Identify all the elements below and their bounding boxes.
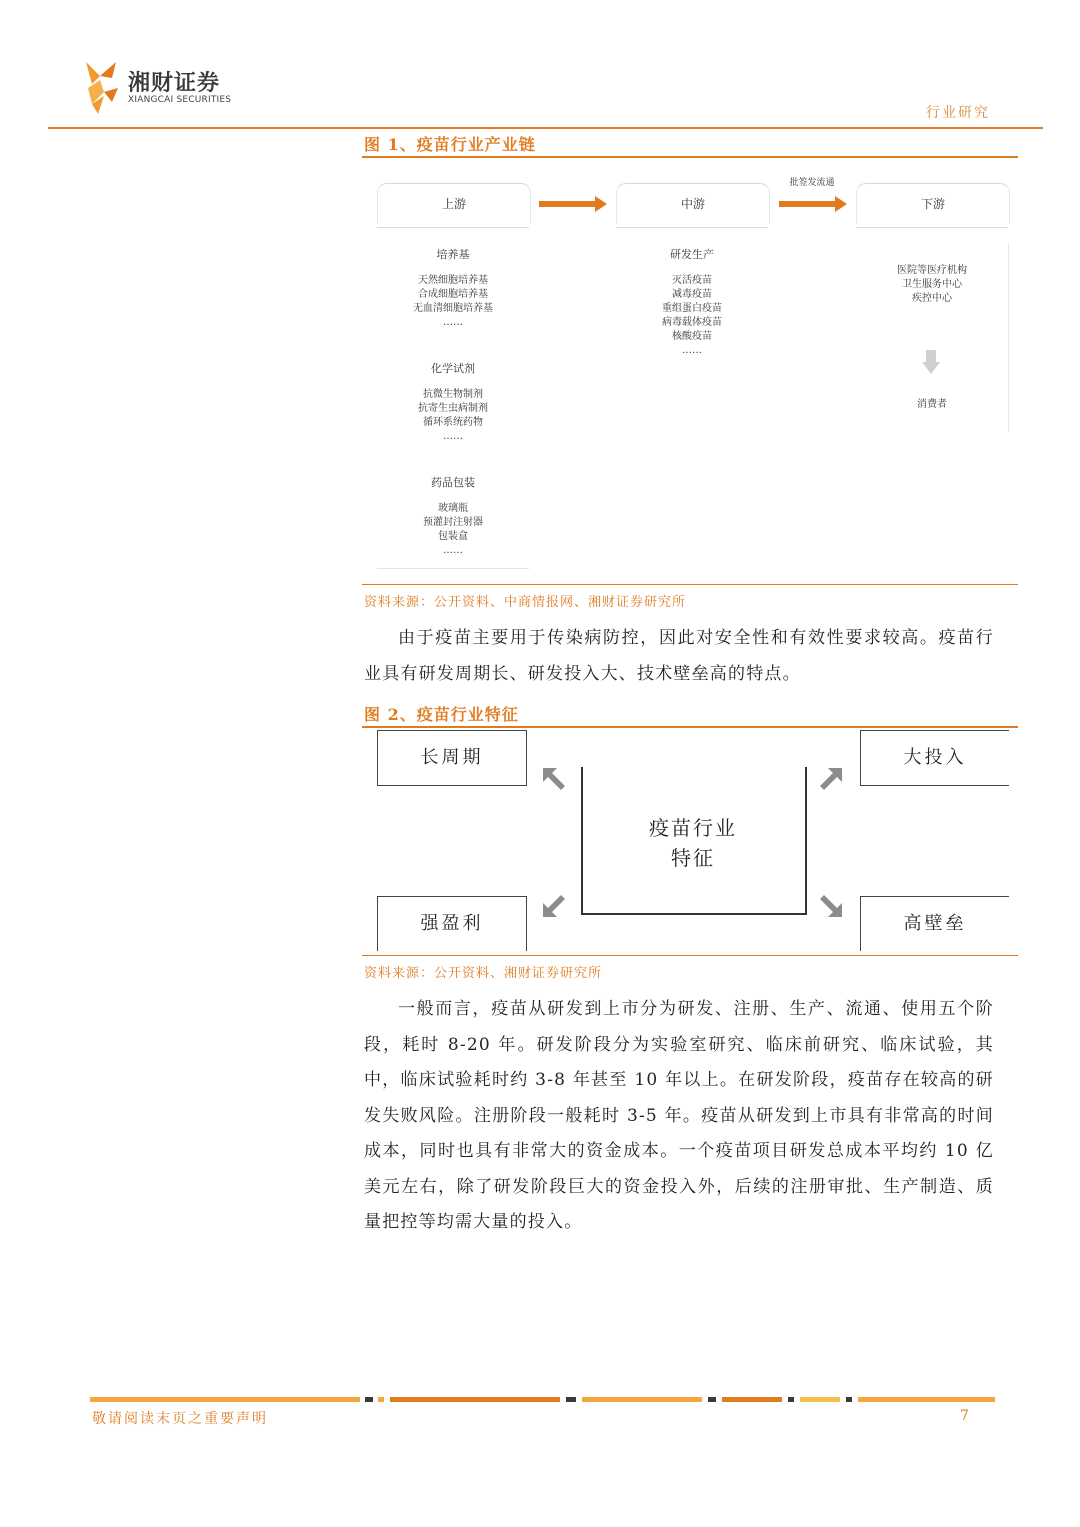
feature-center-line2: 特征 [671, 846, 715, 870]
feature-box-big-investment: 大投入 [860, 730, 1009, 786]
feature-box-high-barrier: 高壁垒 [860, 896, 1009, 951]
figure1-title: 图 1、疫苗行业产业链 [364, 135, 536, 154]
section-tag: 行业研究 [926, 105, 990, 121]
figure2-title: 图 2、疫苗行业特征 [364, 705, 519, 724]
figure2-source: 资料来源：公开资料、湘财证券研究所 [364, 966, 603, 981]
stage-upstream-underline [377, 227, 529, 228]
feature-center-line1: 疫苗行业 [649, 816, 737, 840]
upstream-item: …… [443, 431, 463, 442]
midstream-item: 病毒载体疫苗 [662, 317, 722, 328]
upstream-item: 抗微生物制剂 [423, 389, 483, 400]
midstream-item: 灭活疫苗 [672, 275, 712, 286]
paragraph-1: 由于疫苗主要用于传染病防控，因此对安全性和有效性要求较高。疫苗行业具有研发周期长、研发投入大、技术壁垒高的特点。 [364, 628, 994, 684]
paragraph-2: 一般而言，疫苗从研发到上市分为研发、注册、生产、流通、使用五个阶段，耗时 8-20 年。研发阶段分为实验室研究、临床前研究、临床试验，其中，临床试验耗时约 3-8 年甚至 10 年以上。在研发阶段，疫苗存在较高的研发失败风险。注册阶段一般耗时 3-5 年。疫苗从研发到上市具有非常高的时间成本，同时也具有非常大的资金成本。一个疫苗项目研发总成本平均约 10 亿美元左右，除了研发阶段巨大的资金投入外，后续的注册审批、生产制造、质量把控等均需大量的投入。 [364, 999, 994, 1232]
upstream-item: …… [443, 317, 463, 328]
figure1-source: 资料来源：公开资料、中商情报网、湘财证券研究所 [364, 595, 687, 610]
company-name-en: XIANGCAI SECURITIES [128, 95, 232, 105]
figure1-top-rule [362, 156, 1018, 158]
flow-arrow-2-shaft [779, 201, 835, 207]
footer-stripe [90, 1397, 995, 1402]
figure2-bottom-rule [362, 955, 1018, 956]
footer-disclaimer: 敬请阅读末页之重要声明 [92, 1411, 268, 1427]
feature-box-strong-profit: 强盈利 [377, 896, 527, 951]
arrow-down-left-icon [541, 893, 567, 919]
feature-box-long-cycle: 长周期 [377, 730, 527, 786]
arrow-down-right-icon [818, 893, 844, 919]
upstream-item: 玻璃瓶 [438, 503, 468, 514]
upstream-item: 循环系统药物 [423, 417, 483, 428]
stage-upstream: 上游 [377, 183, 531, 224]
upstream-group-heading: 化学试剂 [431, 362, 475, 375]
upstream-item: 预灌封注射器 [423, 517, 483, 528]
midstream-item: …… [682, 345, 702, 356]
downstream-item: 医院等医疗机构 [897, 265, 967, 276]
upstream-item: 包装盒 [438, 531, 468, 542]
upstream-column [377, 244, 529, 569]
midstream-heading: 研发生产 [670, 248, 714, 261]
downstream-item: 卫生服务中心 [902, 279, 962, 290]
midstream-item: 重组蛋白疫苗 [662, 303, 722, 314]
upstream-item: 天然细胞培养基 [418, 275, 488, 286]
upstream-group-heading: 药品包装 [431, 476, 475, 489]
figure1-bottom-rule [362, 584, 1018, 585]
midstream-column [616, 244, 768, 358]
down-arrow-icon [922, 362, 940, 374]
midstream-item: 核酸疫苗 [672, 331, 712, 342]
figure2-top-rule [362, 726, 1018, 728]
flow-arrow-label: 批签发流通 [789, 178, 835, 188]
arrow-up-right-icon [818, 766, 844, 792]
page-number: 7 [960, 1408, 969, 1424]
midstream-item: 减毒疫苗 [672, 289, 712, 300]
stage-downstream: 下游 [856, 183, 1010, 224]
down-arrow-shaft [926, 350, 936, 362]
stage-midstream-underline [616, 227, 768, 228]
stage-midstream: 中游 [616, 183, 770, 224]
upstream-item: …… [443, 545, 463, 556]
consumer-label: 消费者 [917, 399, 947, 410]
xiangcai-logo-icon [82, 58, 122, 116]
upstream-item: 合成细胞培养基 [418, 289, 488, 300]
header-divider [48, 127, 1043, 129]
upstream-item: 抗寄生虫病制剂 [418, 403, 488, 414]
company-name-cn: 湘财证券 [128, 71, 221, 96]
flow-arrow-1-head [595, 196, 607, 212]
stage-downstream-underline [856, 227, 1008, 228]
arrow-up-left-icon [541, 766, 567, 792]
flow-arrow-2-head [835, 196, 847, 212]
downstream-item: 疾控中心 [912, 293, 952, 304]
flow-arrow-1-shaft [539, 201, 595, 207]
upstream-item: 无血清细胞培养基 [413, 303, 493, 314]
upstream-group-heading: 培养基 [436, 248, 470, 261]
